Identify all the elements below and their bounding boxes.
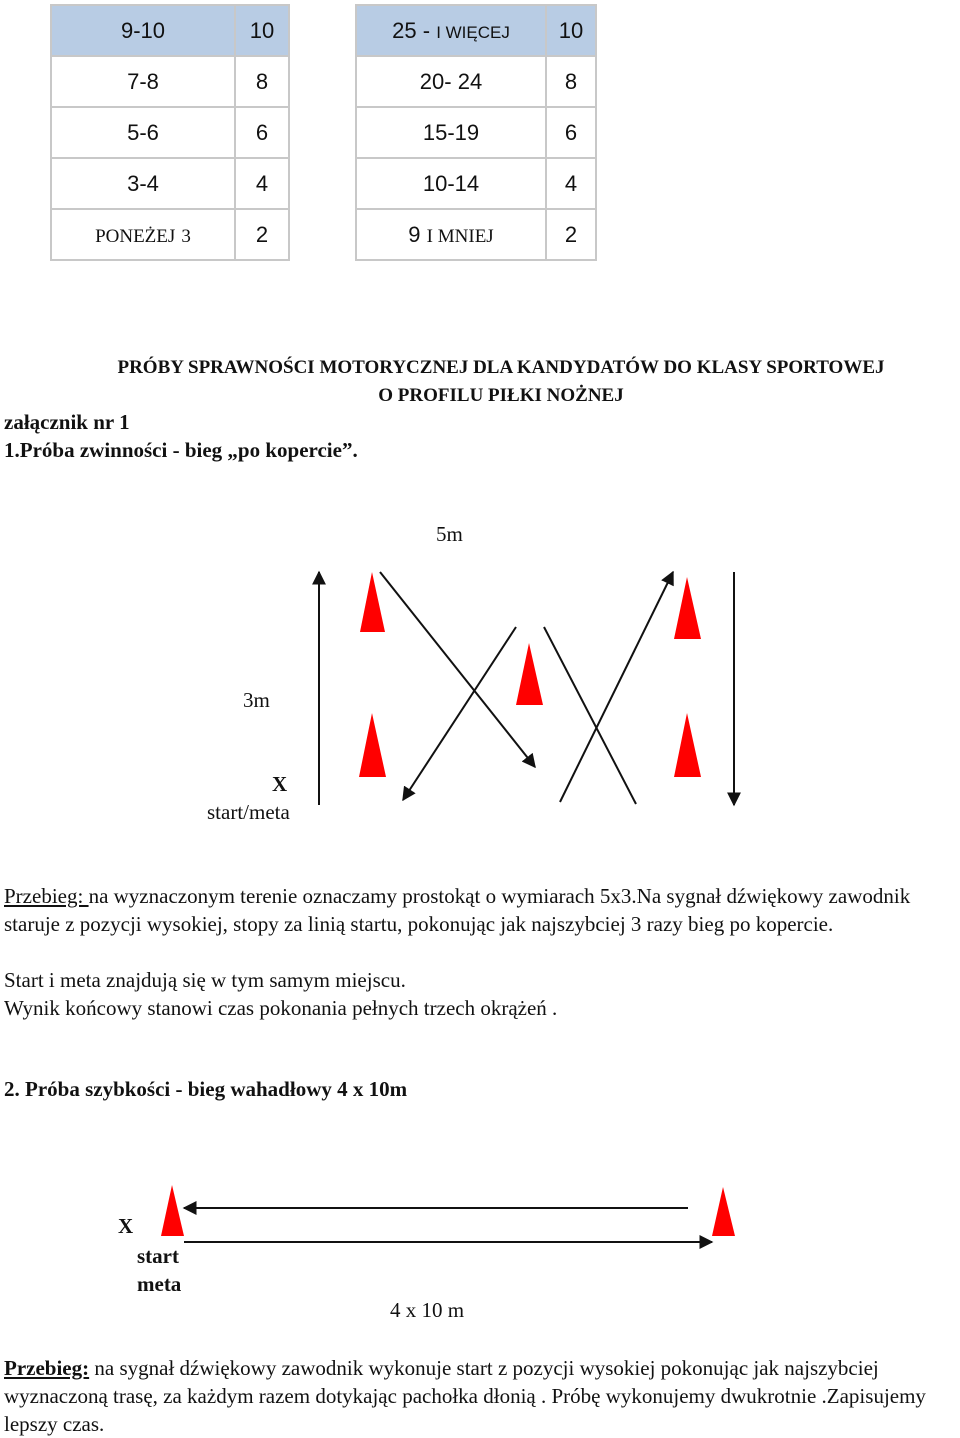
test2-title: 2. Próba szybkości - bieg wahadłowy 4 x 10m [4, 1077, 408, 1101]
range-text: I MNIEJ [426, 225, 494, 247]
table-row [356, 107, 596, 158]
height-label: 3m [243, 688, 270, 712]
cone-icon [712, 1187, 735, 1236]
range-cell: 9-10 [51, 5, 235, 56]
range-cell: 5-6 [51, 107, 235, 158]
range-number: 9 [408, 221, 421, 247]
meta-label: meta [137, 1272, 182, 1296]
test1-title: 1.Próba zwinności - bieg „po kopercie”. [4, 438, 358, 462]
range-cell [356, 5, 546, 56]
points-cell: 8 [235, 56, 289, 107]
points-cell: 8 [546, 56, 596, 107]
range-cell [356, 209, 546, 260]
width-label: 5m [436, 522, 463, 546]
points-cell: 4 [546, 158, 596, 209]
table-row [356, 5, 596, 56]
cone-icon [161, 1185, 184, 1236]
description-text: na wyznaczonym terenie oznaczamy prostokąt o wymiarach 5x3.Na sygnał dźwiękowy zawodnik staruje z pozycji wysokiej, stopy za linią startu, pokonując jak najszybciej 3 razy bieg po kopercie. [4, 884, 911, 936]
range-cell: 7-8 [51, 56, 235, 107]
table-row [51, 107, 289, 158]
points-cell: 2 [546, 209, 596, 260]
table-row [51, 56, 289, 107]
distance-label: 4 x 10 m [390, 1298, 465, 1322]
score-table-left [50, 4, 290, 261]
table-row [356, 209, 596, 260]
test1-description [4, 882, 956, 938]
range-text: I WIĘCEJ [436, 22, 510, 42]
description-text: na sygnał dźwiękowy zawodnik wykonuje start z pozycji wysokiej pokonując jak najszybciej wyznaczoną trasę, za każdym razem dotykając pachołka dłonią . Próbę wykonujemy dwukrotnie .Zapisujemy lepszy czas. [4, 1356, 926, 1436]
path-arrow [380, 572, 535, 767]
range-cell: 15-19 [356, 107, 546, 158]
start-mark: X [118, 1214, 134, 1238]
range-cell [51, 209, 235, 260]
points-cell: 4 [235, 158, 289, 209]
range-number: 3 [181, 225, 191, 247]
description-label: Przebieg: [4, 884, 89, 908]
cone-icon [516, 643, 543, 705]
table-row [51, 158, 289, 209]
cone-icon [674, 713, 701, 777]
path-line [544, 627, 636, 804]
document-title-line1: PRÓBY SPRAWNOŚCI MOTORYCZNEJ DLA KANDYDATÓW DO KLASY SPORTOWEJ [117, 357, 885, 378]
envelope-run-diagram [0, 520, 960, 840]
table-row [356, 56, 596, 107]
document-title-line2: O PROFILU PIŁKI NOŻNEJ [378, 385, 624, 406]
annex-label: załącznik nr 1 [4, 410, 130, 434]
score-table-right [355, 4, 597, 261]
cone-icon [674, 577, 701, 639]
start-meta-label: start/meta [207, 800, 290, 824]
test2-description [4, 1354, 956, 1438]
table-row [51, 209, 289, 260]
range-cell: 3-4 [51, 158, 235, 209]
cone-icon [359, 713, 386, 777]
points-cell: 6 [546, 107, 596, 158]
range-cell: 10-14 [356, 158, 546, 209]
range-number: 25 - [392, 17, 431, 43]
points-cell: 6 [235, 107, 289, 158]
table-row [356, 158, 596, 209]
start-mark: X [272, 772, 288, 796]
test1-line3: Wynik końcowy stanowi czas pokonania pełnych trzech okrążeń . [4, 996, 558, 1020]
range-cell: 20- 24 [356, 56, 546, 107]
points-cell: 10 [235, 5, 289, 56]
description-label: Przebieg: [4, 1356, 90, 1380]
start-label: start [137, 1244, 179, 1268]
table-row [51, 5, 289, 56]
range-text: PONEŻEJ [95, 225, 176, 247]
points-cell: 2 [235, 209, 289, 260]
test1-line2: Start i meta znajdują się w tym samym miejscu. [4, 968, 406, 992]
path-arrow [403, 627, 516, 800]
cone-icon [360, 572, 385, 632]
points-cell: 10 [546, 5, 596, 56]
